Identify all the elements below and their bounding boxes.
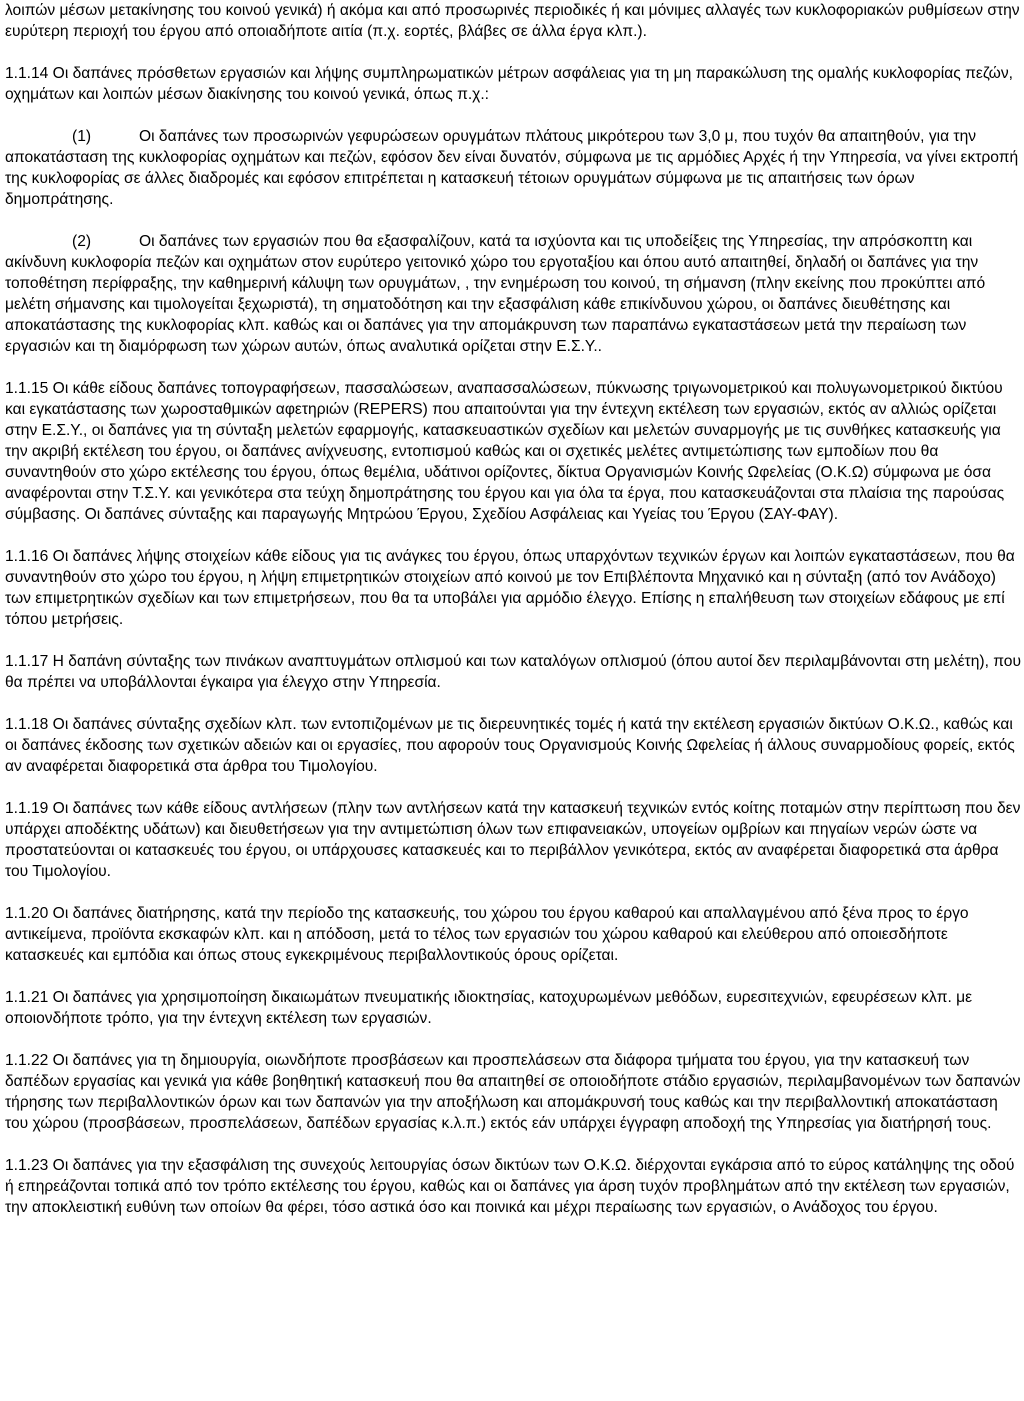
- paragraph-1-1-19: 1.1.19 Οι δαπάνες των κάθε είδους αντλήσεων (πλην των αντλήσεων κατά την κατασκευή τεχνικών εντός κοίτης ποταμών στην περίπτωση που δεν υπάρχει αποδέκτης υδάτων) και διευθετήσεων για την αντιμετώπιση όλων των επιφανειακών, υπογείων ομβρίων και πηγαίων νερών ώστε να προστατεύονται οι κατασκευές του έργου, οι υπάρχουσες κατασκευές και το περιβάλλον γενικότερα, εκτός αν αναφέρεται διαφορετικά στα άρθρα του Τιμολογίου.: [5, 800, 1021, 880]
- paragraph-1-1-20: 1.1.20 Οι δαπάνες διατήρησης, κατά την περίοδο της κατασκευής, του χώρου του έργου καθαρού και απαλλαγμένου από ξένα προς το έργο αντικείμενα, προϊόντα εκσκαφών κλπ. και η απόδοση, μετά το τέλος των εργασιών του χώρου καθαρού και ελεύθερου από οποιεσδήποτε κατασκευές και εμπόδια και όπως στους εγκεκριμένους περιβαλλοντικούς όρους ορίζεται.: [5, 905, 969, 964]
- subparagraph-1: [5, 126, 1021, 210]
- subparagraph-2: [5, 231, 1021, 357]
- paragraph-1-1-18: 1.1.18 Οι δαπάνες σύνταξης σχεδίων κλπ. των εντοπιζομένων με τις διερευνητικές τομές ή κατά την εκτέλεση εργασιών δικτύων Ο.Κ.Ω., καθώς και οι δαπάνες έκδοσης των σχετικών αδειών και οι εργασίες, που αφορούν τους Οργανισμούς Κοινής Ωφελείας ή άλλους συναρμοδίους φορείς, εκτός αν αναφέρεται διαφορετικά στα άρθρα του Τιμολογίου.: [5, 716, 1015, 775]
- paragraph-continuation: λοιπών μέσων μετακίνησης του κοινού γενικά) ή ακόμα και από προσωρινές περιοδικές ή και μόνιμες αλλαγές των κυκλοφοριακών ρυθμίσεων στην ευρύτερη περιοχή του έργου από οποιαδήποτε αιτία (π.χ. εορτές, βλάβες σε άλλα έργα κλπ.).: [5, 2, 1020, 40]
- paragraph-1-1-16: 1.1.16 Οι δαπάνες λήψης στοιχείων κάθε είδους για τις ανάγκες του έργου, όπως υπαρχόντων τεχνικών έργων και λοιπών εγκαταστάσεων, που θα συναντηθούν στο χώρο του έργου, η λήψη επιμετρητικών στοιχείων από κοινού με τον Επιβλέποντα Μηχανικό και η σύνταξη (από τον Ανάδοχο) των επιμετρητικών σχεδίων και των επιμετρήσεων, που θα τα υποβάλει για αρμόδιο έλεγχο. Επίσης η επαλήθευση των στοιχείων εδάφους με επί τόπου μετρήσεις.: [5, 548, 1015, 628]
- paragraph-1-1-14: 1.1.14 Οι δαπάνες πρόσθετων εργασιών και λήψης συμπληρωματικών μέτρων ασφάλειας για τη μη παρακώλυση της ομαλής κυκλοφορίας πεζών, οχημάτων και λοιπών μέσων διακίνησης του κοινού γενικά, όπως π.χ.:: [5, 65, 1013, 103]
- subparagraph-text: Οι δαπάνες των προσωρινών γεφυρώσεων ορυγμάτων πλάτους μικρότερου των 3,0 μ, που τυχόν θα απαιτηθούν, για την αποκατάσταση της κυκλοφορίας οχημάτων και πεζών, εφόσον δεν είναι δυνατόν, σύμφωνα με τις αρμόδιες Αρχές ή την Υπηρεσία, να γίνει εκτροπή της κυκλοφορίας σε άλλες διαδρομές και εφόσον επιτρέπεται η κατασκευή τέτοιων ορυγμάτων σύμφωνα με τις απαιτήσεις των όρων δημοπράτησης.: [5, 128, 1019, 208]
- paragraph-1-1-17: 1.1.17 Η δαπάνη σύνταξης των πινάκων αναπτυγμάτων οπλισμού και των καταλόγων οπλισμού (όπου αυτοί δεν περιλαμβάνονται στη μελέτη), που θα πρέπει να υποβάλλονται έγκαιρα για έλεγχο στην Υπηρεσία.: [5, 653, 1021, 691]
- paragraph-1-1-23: 1.1.23 Οι δαπάνες για την εξασφάλιση της συνεχούς λειτουργίας όσων δικτύων των Ο.Κ.Ω. διέρχονται εγκάρσια από το εύρος κατάληψης της οδού ή επηρεάζονται τοπικά από τον τρόπο εκτέλεσης του έργου, καθώς και οι δαπάνες για άρση τυχόν προβλημάτων από την εκτέλεση των εργασιών, την αποκλειστική ευθύνη των οποίων θα φέρει, τόσο αστικά όσο και ποινικά και μέχρι περαίωσης των εργασιών, ο Ανάδοχος του έργου.: [5, 1157, 1015, 1216]
- document-page: [5, 0, 1021, 1239]
- subparagraph-text: Οι δαπάνες των εργασιών που θα εξασφαλίζουν, κατά τα ισχύοντα και τις υποδείξεις της Υπηρεσίας, την απρόσκοπτη και ακίνδυνη κυκλοφορία πεζών και οχημάτων στον ευρύτερο γειτονικό χώρο του εργοταξίου και όπου αυτό απαιτηθεί, δηλαδή οι δαπάνες για την τοποθέτηση περίφραξης, την καθημερινή κάλυψη των ορυγμάτων, , την ενημέρωση του κοινού, τη σήμανση (πλην εκείνης που προκύπτει από μελέτη σήμανσης και τιμολογείται ξεχωριστά), τη σηματοδότηση και την εξασφάλιση κάθε επικίνδυνου χώρου, οι δαπάνες διευθέτησης και αποκατάστασης της κυκλοφορίας κλπ. καθώς και οι δαπάνες για την απομάκρυνση των παραπάνω εγκαταστάσεων μετά την περαίωση των εργασιών και τη διαμόρφωση των χώρων αυτών, όπως αναλυτικά ορίζεται στην Ε.Σ.Υ..: [5, 233, 986, 355]
- paragraph-1-1-21: 1.1.21 Οι δαπάνες για χρησιμοποίηση δικαιωμάτων πνευματικής ιδιοκτησίας, κατοχυρωμένων μεθόδων, ευρεσιτεχνιών, εφευρέσεων κλπ. με οποιονδήποτε τρόπο, για την έντεχνη εκτέλεση των εργασιών.: [5, 989, 973, 1027]
- subparagraph-number: (2): [72, 233, 92, 250]
- paragraph-1-1-22: 1.1.22 Οι δαπάνες για τη δημιουργία, οιωνδήποτε προσβάσεων και προσπελάσεων στα διάφορα τμήματα του έργου, για την κατασκευή των δαπέδων εργασίας και γενικά για κάθε βοηθητική κατασκευή που θα απαιτηθεί σε οποιοδήποτε στάδιο εργασιών, περιλαμβανομένων των δαπανών τήρησης των περιβαλλοντικών όρων και των δαπανών για την αποξήλωση και απομάκρυνσή τους καθώς και την περιβαλλοντική αποκατάσταση του χώρου (προσβάσεων, προσπελάσεων, δαπέδων εργασίας κ.λ.π.) εκτός εάν υπάρχει έγγραφη αποδοχή της Υπηρεσίας για διατήρησή τους.: [5, 1052, 1021, 1132]
- subparagraph-number: (1): [72, 128, 92, 145]
- paragraph-1-1-15: 1.1.15 Οι κάθε είδους δαπάνες τοπογραφήσεων, πασσαλώσεων, αναπασσαλώσεων, πύκνωσης τριγωνομετρικού και πολυγωνομετρικού δικτύου και εγκατάστασης των χωροσταθμικών αφετηριών (REPERS) που απαιτούνται για την έντεχνη εκτέλεση των εργασιών, εκτός αν αλλιώς ορίζεται στην Ε.Σ.Υ., οι δαπάνες για τη σύνταξη μελετών εφαρμογής, κατασκευαστικών σχεδίων και μελετών συναρμογής με τις συνθήκες κατασκευής για την ακριβή εκτέλεση του έργου, οι δαπάνες ανίχνευσης, εντοπισμού καθώς και οι σχετικές μελέτες αντιμετώπισης των εμποδίων που θα συναντηθούν στο χώρο εκτέλεσης του έργου, όπως θεμέλια, υδάτινοι ορίζοντες, δίκτυα Οργανισμών Κοινής Ωφελείας (Ο.Κ.Ω) σύμφωνα με όσα αναφέρονται στην Τ.Σ.Υ. και γενικότερα στα τεύχη δημοπράτησης του έργου και για όλα τα έργα, που κατασκευάζονται στα πλαίσια της παρούσας σύμβασης. Οι δαπάνες σύνταξης και παραγωγής Μητρώου Έργου, Σχεδίου Ασφάλειας και Υγείας του Έργου (ΣΑΥ-ΦΑΥ).: [5, 380, 1005, 523]
